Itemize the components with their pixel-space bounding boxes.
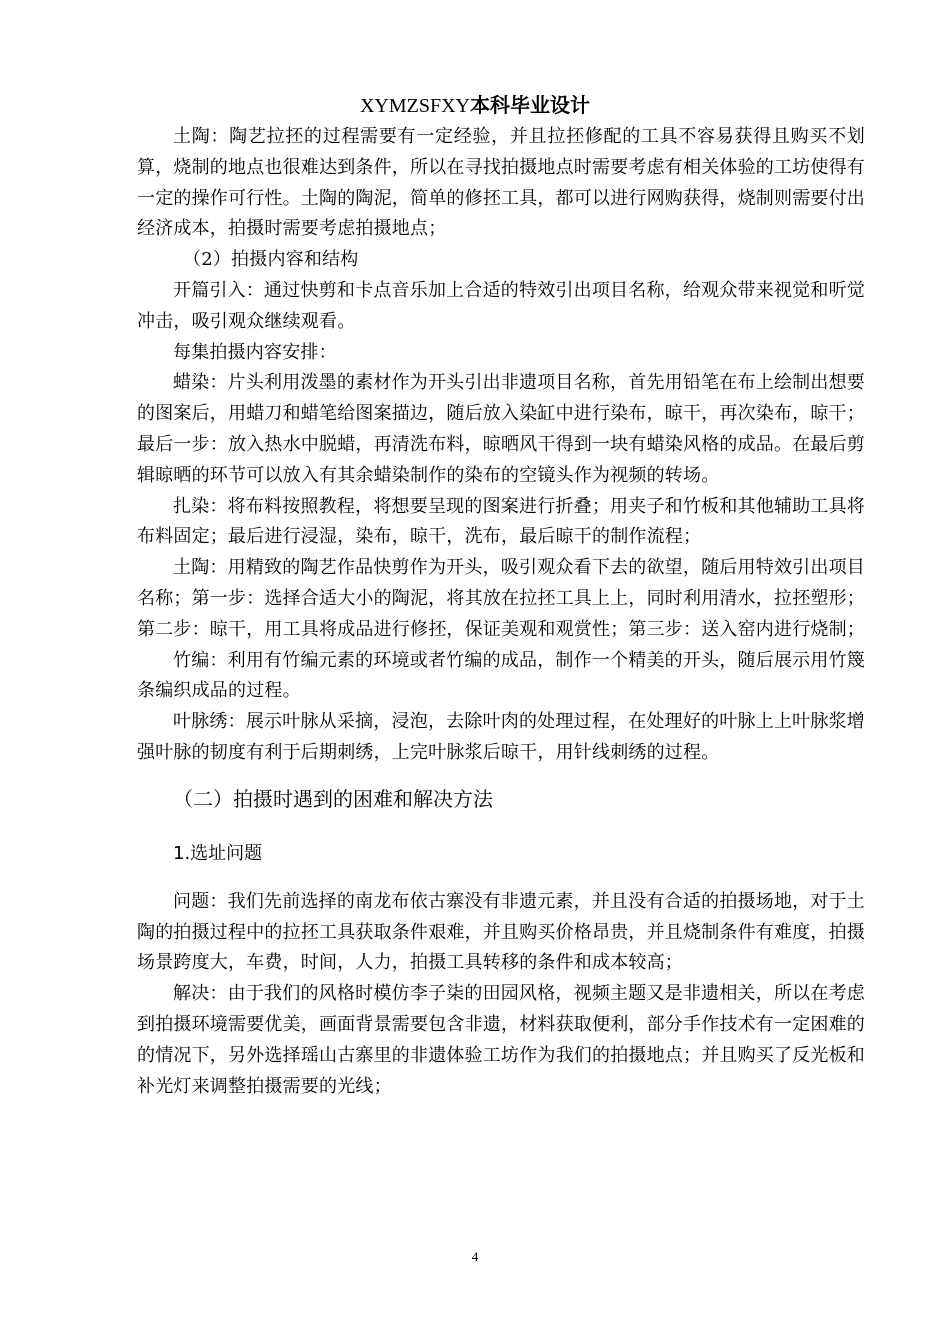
- paragraph-tutao-steps: 土陶：用精致的陶艺作品快剪作为开头，吸引观众看下去的欲望，随后用特效引出项目名称；第一步：选择合适大小的陶泥，将其放在拉抷工具上上，同时利用清水，拉抷塑形；第二步：晾干，用工具将成品进行修抷，保证美观和观赏性；第三步：送入窑内进行烧制；: [137, 557, 865, 640]
- paragraph-episode-intro: 每集拍摄内容安排：: [173, 341, 337, 363]
- paragraph-larn: 蜡染：片头利用泼墨的素材作为开头引出非遗项目名称，首先用铅笔在布上绘制出想要的图案后，用蜡刀和蜡笔给图案描边，随后放入染缸中进行染布，晾干，再次染布，晾干；最后一步：放入热水中脱蜡，再清洗布料，晾晒风干得到一块有蜡染风格的成品。在最后剪辑晾晒的环节可以放入有其余蜡染制作的染布的空镜头作为视频的转场。: [137, 372, 865, 486]
- spacer: [137, 867, 865, 887]
- subsection-heading-shooting-content: （2）拍摄内容和结构: [183, 249, 359, 271]
- page-number: 4: [471, 1249, 479, 1264]
- paragraph-solution: 解决：由于我们的风格时模仿李子柒的田园风格，视频主题又是非遗相关，所以在考虑到拍摄环境需要优美，画面背景需要包含非遗，材料获取便利，部分手作技术有一定困难的的情况下，另外选择瑶山古寨里的非遗体验工坊作为我们的拍摄地点；并且购买了反光板和补光灯来调整拍摄需要的光线；: [137, 983, 865, 1097]
- paragraph-zharan: 扎染：将布料按照教程，将想要呈现的图案进行折叠；用夹子和竹板和其他辅助工具将布料固定；最后进行浸湿，染布，晾干，洗布，最后晾干的制作流程；: [137, 495, 865, 548]
- header-code: XYMZSFXY: [359, 95, 471, 117]
- subsection-heading-location: 1.选址问题: [173, 842, 263, 864]
- paragraph-yemaixiu: 叶脉绣：展示叶脉从采摘，浸泡，去除叶肉的处理过程，在处理好的叶脉上上叶脉浆增强叶脉的韧度有利于后期刺绣，上完叶脉浆后晾干，用针线刺绣的过程。: [137, 711, 865, 763]
- paragraph-opening: 开篇引入：通过快剪和卡点音乐加上合适的特效引出项目名称，给观众带来视觉和听觉冲击，吸引观众继续观看。: [137, 279, 865, 332]
- section-heading-difficulties: （二）拍摄时遇到的困难和解决方法: [173, 786, 493, 811]
- paragraph-problem: 问题：我们先前选择的南龙布依古寨没有非遗元素，并且没有合适的拍摄场地，对于土陶的拍摄过程中的拉抷工具获取条件艰难，并且购买价格昂贵，并且烧制条件有难度，拍摄场景跨度大，车费，时间，人力，拍摄工具转移的条件和成本较高；: [137, 890, 865, 974]
- page-header: [0, 92, 950, 119]
- paragraph-zhubian: 竹编：利用有竹编元素的环境或者竹编的成品，制作一个精美的开头，随后展示用竹篾条编织成品的过程。: [137, 649, 865, 702]
- header-title: 本科毕业设计: [470, 93, 591, 117]
- paragraph-tutao-preparation: 土陶：陶艺拉抷的过程需要有一定经验，并且拉抷修配的工具不容易获得且购买不划算，烧制的地点也很难达到条件，所以在寻找拍摄地点时需要考虑有相关体验的工坊使得有一定的操作可行性。土陶的陶泥，简单的修抷工具，都可以进行网购获得，烧制则需要付出经济成本，拍摄时需要考虑拍摄地点；: [137, 126, 865, 240]
- document-body: [137, 122, 865, 1102]
